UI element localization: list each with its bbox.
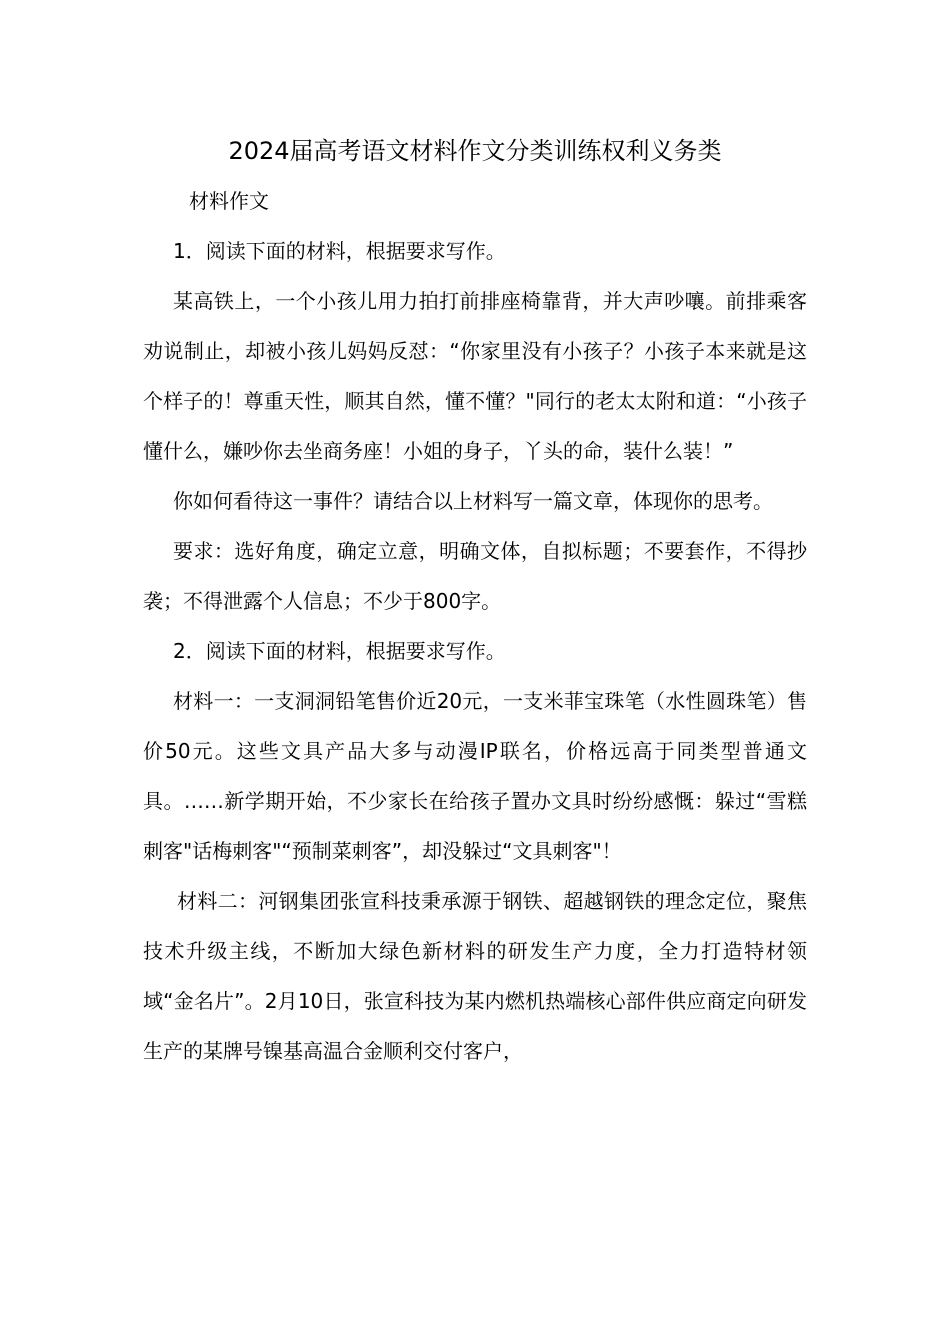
question-2-instruction: 2．阅读下面的材料，根据要求写作。 (173, 639, 506, 663)
question-1-prompt: 你如何看待这一事件？请结合以上材料写一篇文章，体现你的思考。 (173, 489, 773, 513)
question-2-material-2: 材料二：河钢集团张宣科技秉承源于钢铁、超越钢铁的理念定位，聚焦技术升级主线，不断加大绿色新材料的研发生产力度，全力打造特材领域“金名片”。2月10日，张宣科技为某内燃机热端核心部件供应商定向研发生产的某牌号镍基高温合金顺利交付客户， (143, 889, 807, 1063)
document-title: 2024届高考语文材料作文分类训练权利义务类 (228, 137, 722, 165)
question-1-requirements: 要求：选好角度，确定立意，明确文体，自拟标题；不要套作，不得抄袭；不得泄露个人信息；不少于800字。 (143, 539, 807, 613)
question-1-material: 某高铁上，一个小孩儿用力拍打前排座椅靠背，并大声吵嚷。前排乘客劝说制止，却被小孩儿妈妈反怼：“你家里没有小孩子？小孩子本来就是这个样子的！尊重天性，顺其自然，懂不懂？"同行的老太太附和道：“小孩子懂什么，嫌吵你去坐商务座！小姐的身子，丫头的命，装什么装！” (143, 289, 807, 463)
question-2-material-1: 材料一：一支洞洞铅笔售价近20元，一支米菲宝珠笔（水性圆珠笔）售价50元。这些文具产品大多与动漫IP联名，价格远高于同类型普通文具。……新学期开始，不少家长在给孩子置办文具时纷纷感慨：躲过“雪糕刺客"话梅刺客"“预制菜刺客”，却没躲过“文具刺客"！ (143, 689, 807, 863)
section-heading: 材料作文 (189, 189, 269, 213)
question-1-instruction: 1．阅读下面的材料，根据要求写作。 (173, 239, 506, 263)
document-body (143, 176, 807, 1076)
